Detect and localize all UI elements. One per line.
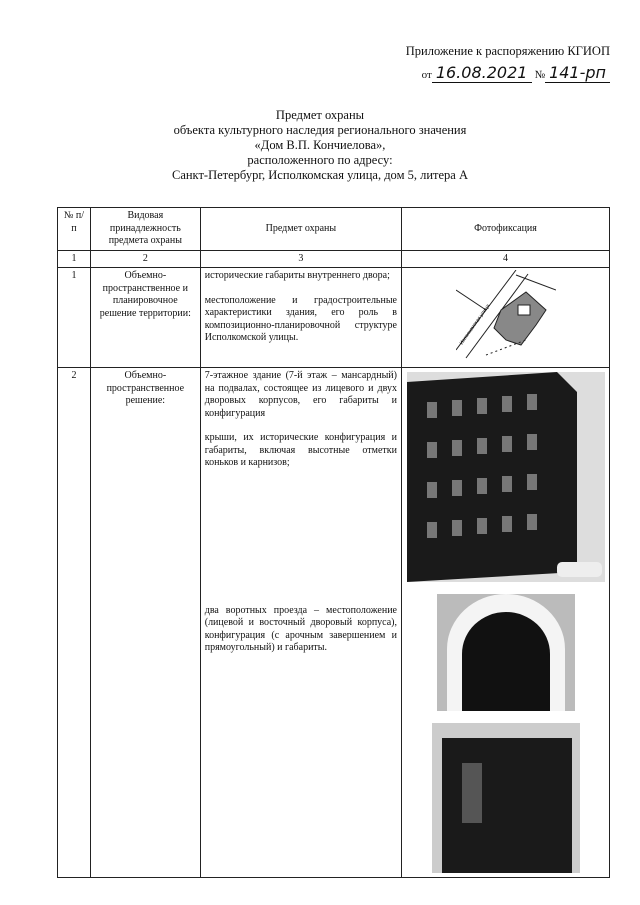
row-items: [200, 268, 401, 368]
number-label: №: [534, 69, 546, 81]
table-row: [58, 368, 610, 878]
header-cell: Фотофиксация: [402, 208, 610, 251]
appendix-label: Приложение к распоряжению КГИОП: [405, 44, 610, 58]
header-cell: Видовая принадлежность предмета охраны: [90, 208, 200, 251]
map-street-label: Исполкомская улица: [458, 303, 491, 347]
item: крыши, их исторические конфигурация и габариты, включая высотные отметки коньков и карнизов;: [204, 432, 397, 468]
item: исторические габариты внутреннего двора;: [204, 270, 390, 281]
site-plan-map: [456, 270, 556, 360]
table-header-row: [58, 208, 610, 251]
col-number: 2: [90, 250, 200, 268]
order-line: [422, 63, 610, 83]
col-number: 4: [402, 250, 610, 268]
header-cell: № п/п: [58, 208, 91, 251]
photo-cell: [402, 268, 610, 368]
header-cell: Предмет охраны: [200, 208, 401, 251]
order-number: 141-рп: [545, 63, 610, 83]
title-line: Предмет охраны: [275, 108, 365, 122]
arched-gateway-photo: [437, 594, 575, 711]
row-type: Объемно-пространственное решение:: [90, 368, 200, 878]
from-label: от: [421, 69, 432, 81]
col-number: 1: [58, 250, 91, 268]
document-title: [0, 108, 640, 183]
protection-table: [57, 207, 610, 878]
column-number-row: [58, 250, 610, 268]
col-number: 3: [200, 250, 401, 268]
rectangular-gateway-photo: [432, 723, 580, 873]
item: 7-этажное здание (7-й этаж – мансардный) на подвалах, состоящее из лицевого и двух дворовых корпусов, его габариты и конфигурация: [204, 370, 397, 419]
table-row: [58, 268, 610, 368]
row-number: 2: [58, 368, 91, 878]
row-items: [200, 368, 401, 878]
title-line: объекта культурного наследия регионального значения: [173, 123, 467, 137]
title-line: Санкт-Петербург, Исполкомская улица, дом 5, литера А: [171, 168, 468, 182]
order-date: 16.08.2021: [432, 63, 532, 83]
title-line: «Дом В.П. Кончиелова»,: [254, 138, 386, 152]
row-number: 1: [58, 268, 91, 368]
item: местоположение и градостроительные характеристики здания, его роль в композиционно-планировочной структуре Исполкомской улицы.: [204, 294, 397, 343]
building-facade-photo: [407, 372, 605, 582]
item: два воротных проезда – местоположение (лицевой и восточный дворовый корпуса), конфигурация (с арочным завершением и прямоугольный) и габариты.: [204, 604, 397, 653]
title-line: расположенного по адресу:: [247, 153, 393, 167]
row-type: Объемно-пространственное и планировочное решение территории:: [90, 268, 200, 368]
photo-cell: [402, 368, 610, 878]
